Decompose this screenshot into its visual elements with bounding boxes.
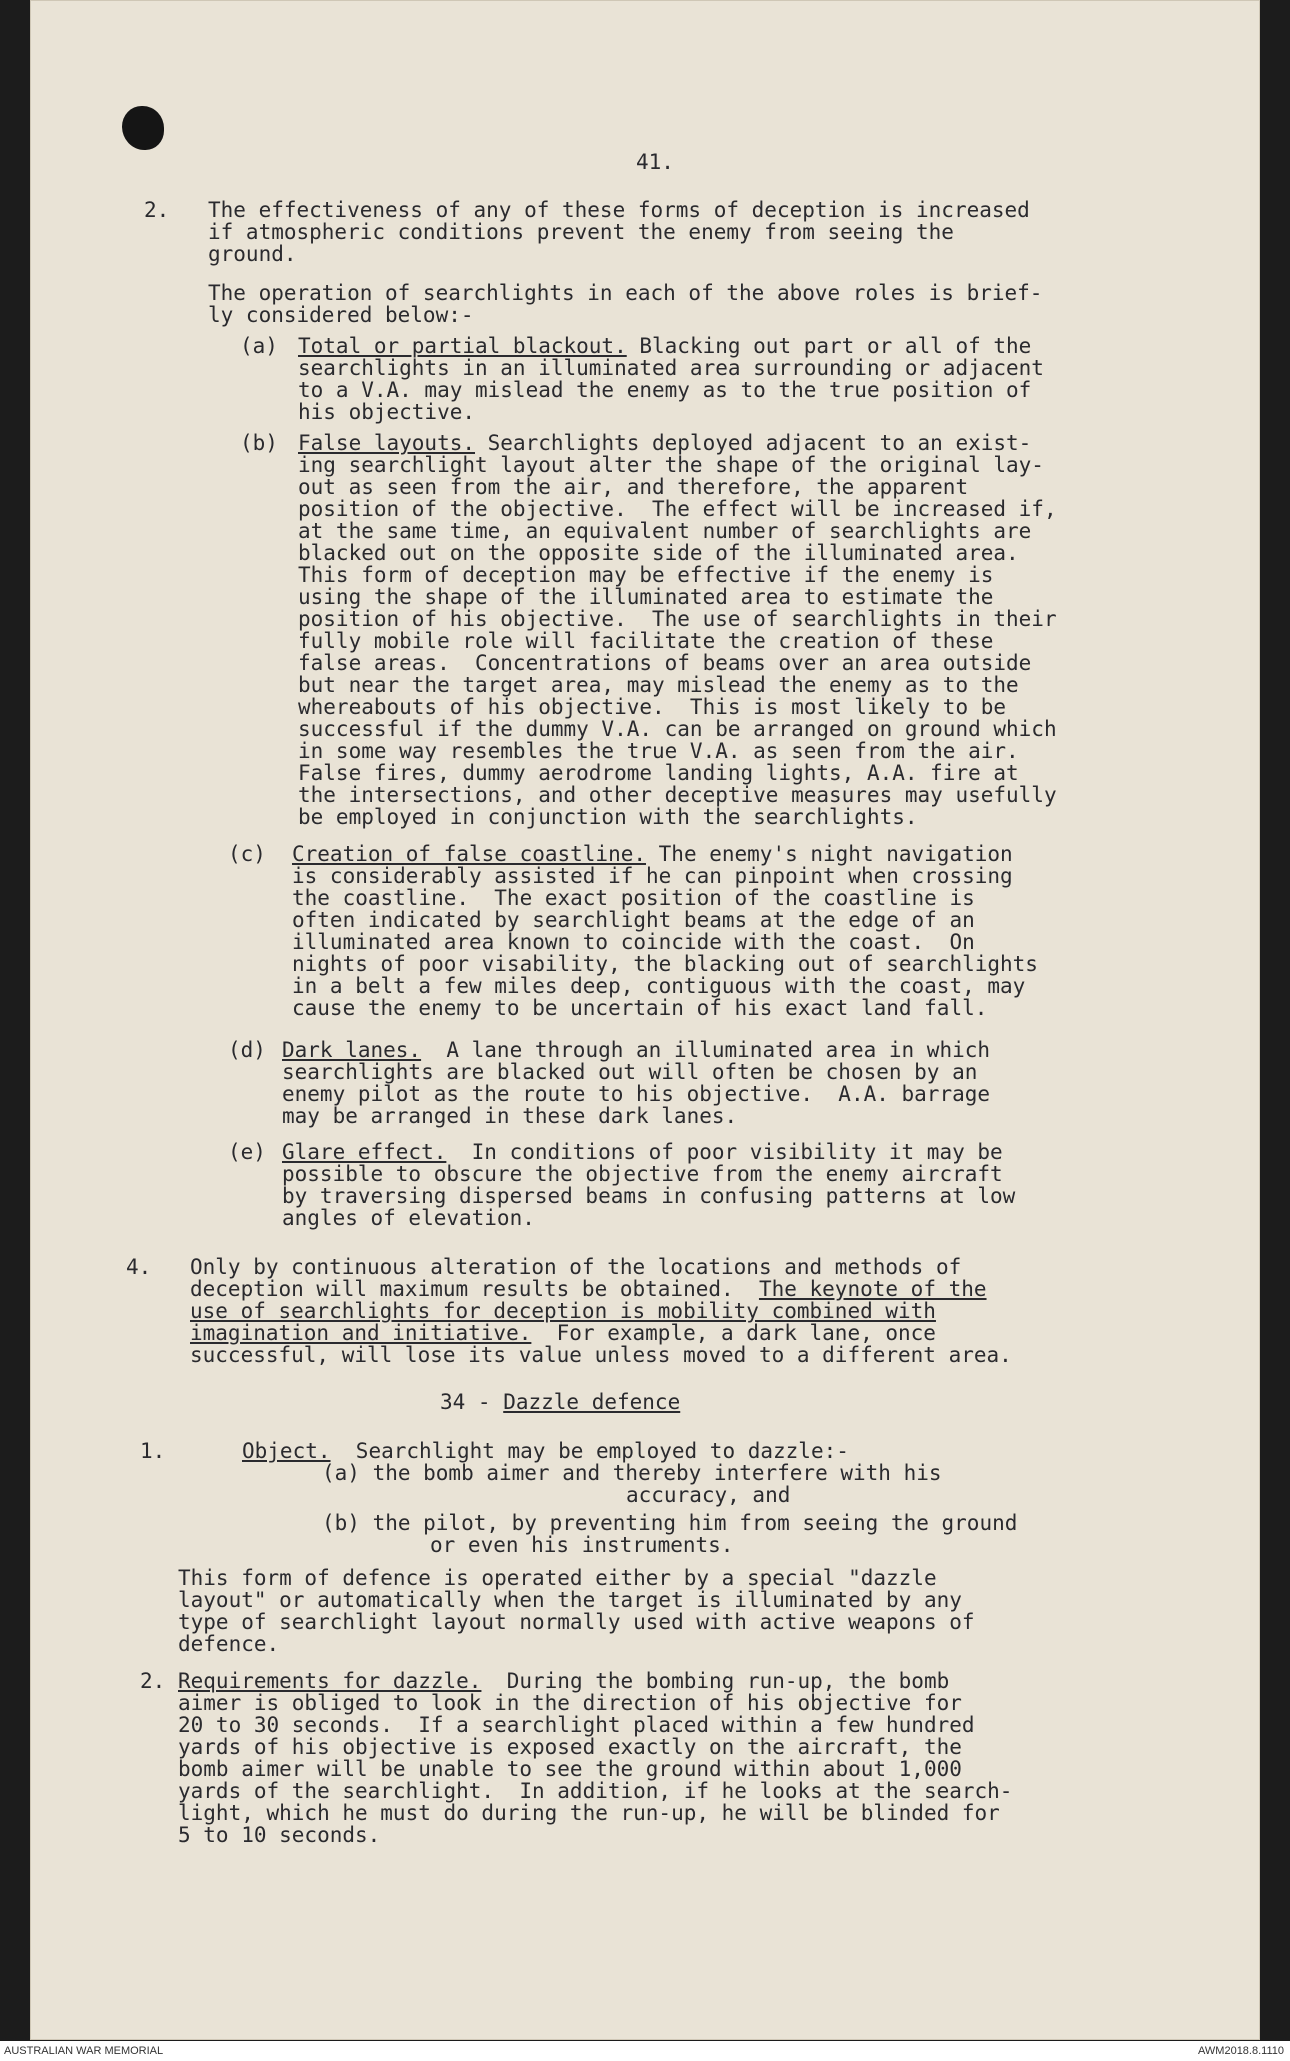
object-para-line: type of searchlight layout normally used with active weapons of: [178, 1610, 975, 1634]
item-a-label: (a): [240, 334, 278, 358]
item-c-line: in a belt a few miles deep, contiguous with the coast, may: [292, 974, 1026, 998]
item-b-line: whereabouts of his objective. This is most likely to be: [298, 695, 1007, 719]
item-c-first-line: [292, 844, 1013, 865]
page-number: 41.: [636, 150, 674, 174]
item-e-line: angles of elevation.: [282, 1206, 535, 1230]
requirements-number: 2.: [140, 1669, 166, 1693]
item-e-line: possible to obscure the objective from the enemy aircraft: [282, 1162, 1003, 1186]
intro-line: ly considered below:-: [208, 303, 474, 327]
item-e-line: by traversing dispersed beams in confusing patterns at low: [282, 1184, 1016, 1208]
item-b-first-rest: Searchlights deployed adjacent to an exist-: [475, 431, 1032, 455]
item-b-line: blacked out on the opposite side of the illuminated area.: [298, 541, 1019, 565]
item-e-label: (e): [228, 1140, 266, 1164]
item-b-line: position of the objective. The effect will be increased if,: [298, 497, 1057, 521]
item-c-label: (c): [228, 842, 266, 866]
item-d-first-rest: A lane through an illuminated area in which: [421, 1038, 991, 1062]
para-4-keynote-end: imagination and initiative.: [190, 1321, 532, 1345]
item-b-line: be employed in conjunction with the searchlights.: [298, 805, 918, 829]
item-c-line: nights of poor visability, the blacking out of searchlights: [292, 952, 1038, 976]
item-c-line: the coastline. The exact position of the coastline is: [292, 886, 975, 910]
para-2-line: if atmospheric conditions prevent the enemy from seeing the: [208, 220, 954, 244]
para-4-line-2-plain: deception will maximum results be obtained.: [190, 1277, 759, 1301]
para-4-keynote: The keynote of the: [758, 1277, 987, 1301]
section-number: 34 -: [440, 1390, 504, 1414]
object-para-line: layout" or automatically when the target is illuminated by any: [178, 1588, 962, 1612]
item-b-line: but near the target area, may mislead the enemy as to the: [298, 673, 1019, 697]
item-e-first-line: [282, 1142, 1003, 1163]
requirements-first-line: [178, 1671, 949, 1692]
para-4-line: Only by continuous alteration of the locations and methods of: [190, 1255, 962, 1279]
item-b-line: the intersections, and other deceptive measures may usefully: [298, 783, 1057, 807]
item-b-line: in some way resembles the true V.A. as seen from the air.: [298, 739, 1019, 763]
requirements-line: yards of his objective is exposed exactly on the aircraft, the: [178, 1735, 962, 1759]
para-2-line: ground.: [208, 242, 297, 266]
item-b-line: This form of deception may be effective if the enemy is: [298, 563, 994, 587]
object-number: 1.: [140, 1439, 166, 1463]
object-first-line: [242, 1441, 849, 1462]
requirements-line: yards of the searchlight. In addition, if he looks at the search-: [178, 1779, 1013, 1803]
item-d-label: (d): [228, 1038, 266, 1062]
item-a-first-rest: Blacking out part or all of the: [626, 334, 1032, 358]
item-d-heading: Dark lanes.: [282, 1038, 422, 1062]
para-4-line: [190, 1279, 987, 1300]
item-d-first-line: [282, 1040, 990, 1061]
para-4-number: 4.: [126, 1255, 152, 1279]
item-a-first-line: [298, 336, 1031, 357]
item-c-line: cause the enemy to be uncertain of his exact land fall.: [292, 996, 988, 1020]
item-a-line: his objective.: [298, 400, 476, 424]
item-e-first-rest: In conditions of poor visibility it may be: [446, 1140, 1003, 1164]
item-b-label: (b): [240, 431, 278, 455]
para-2-line: The effectiveness of any of these forms of deception is increased: [208, 198, 1030, 222]
item-d-line: enemy pilot as the route to his objective. A.A. barrage: [282, 1082, 991, 1106]
object-heading: Object.: [242, 1439, 331, 1463]
item-b-line: position of his objective. The use of searchlights in their: [298, 607, 1057, 631]
item-b-line: false areas. Concentrations of beams over an area outside: [298, 651, 1032, 675]
requirements-line: 20 to 30 seconds. If a searchlight placed within a few hundred: [178, 1713, 975, 1737]
object-para-line: defence.: [178, 1632, 280, 1656]
object-item-b-cont: or even his instruments.: [430, 1533, 734, 1557]
item-b-line: at the same time, an equivalent number of searchlights are: [298, 519, 1032, 543]
section-heading: [440, 1392, 680, 1413]
footer-institution: AUSTRALIAN WAR MEMORIAL: [4, 2045, 164, 2057]
item-b-line: ing searchlight layout alter the shape of the original lay-: [298, 453, 1044, 477]
intro-line: The operation of searchlights in each of the above roles is brief-: [208, 281, 1043, 305]
para-4-keynote-line: use of searchlights for deception is mobility combined with: [190, 1299, 936, 1323]
requirements-line: 5 to 10 seconds.: [178, 1823, 381, 1847]
requirements-line: bomb aimer will be unable to see the ground within about 1,000: [178, 1757, 962, 1781]
item-a-line: searchlights in an illuminated area surrounding or adjacent: [298, 356, 1044, 380]
object-first-rest: Searchlight may be employed to dazzle:-: [330, 1439, 849, 1463]
item-d-line: may be arranged in these dark lanes.: [282, 1104, 738, 1128]
item-e-heading: Glare effect.: [282, 1140, 447, 1164]
requirements-line: aimer is obliged to look in the direction of his objective for: [178, 1691, 962, 1715]
requirements-first-rest: During the bombing run-up, the bomb: [481, 1669, 950, 1693]
item-b-line: fully mobile role will facilitate the creation of these: [298, 629, 994, 653]
item-c-heading: Creation of false coastline.: [292, 842, 647, 866]
item-c-line: often indicated by searchlight beams at the edge of an: [292, 908, 975, 932]
item-a-heading: Total or partial blackout.: [298, 334, 627, 358]
requirements-heading: Requirements for dazzle.: [178, 1669, 482, 1693]
archive-footer: [0, 2041, 1290, 2061]
object-item-a-cont: accuracy, and: [626, 1483, 791, 1507]
section-title: Dazzle defence: [503, 1390, 681, 1414]
item-b-heading: False layouts.: [298, 431, 476, 455]
footer-accession-number: AWM2018.8.1110: [1197, 2045, 1284, 2057]
document-page: [30, 0, 1260, 2040]
item-b-line: using the shape of the illuminated area to estimate the: [298, 585, 994, 609]
item-a-line: to a V.A. may mislead the enemy as to the true position of: [298, 378, 1032, 402]
item-d-line: searchlights are blacked out will often be chosen by an: [282, 1060, 978, 1084]
item-b-line: successful if the dummy V.A. can be arranged on ground which: [298, 717, 1057, 741]
item-b-first-line: [298, 433, 1031, 454]
item-c-first-rest: The enemy's night navigation: [646, 842, 1013, 866]
item-b-line: False fires, dummy aerodrome landing lights, A.A. fire at: [298, 761, 1019, 785]
item-b-line: out as seen from the air, and therefore, the apparent: [298, 475, 969, 499]
object-para-line: This form of defence is operated either by a special "dazzle: [178, 1566, 937, 1590]
punch-hole: [122, 106, 164, 150]
para-2-number: 2.: [144, 198, 170, 222]
requirements-line: light, which he must do during the run-up, he will be blinded for: [178, 1801, 1000, 1825]
item-c-line: illuminated area known to coincide with the coast. On: [292, 930, 975, 954]
item-c-line: is considerably assisted if he can pinpoint when crossing: [292, 864, 1013, 888]
para-4-line: [190, 1323, 936, 1344]
para-4-line-4-rest: For example, a dark lane, once: [531, 1321, 936, 1345]
object-item-b: (b) the pilot, by preventing him from seeing the ground: [322, 1511, 1018, 1535]
para-4-line: successful, will lose its value unless moved to a different area.: [190, 1343, 1012, 1367]
object-item-a: (a) the bomb aimer and thereby interfere with his: [322, 1461, 942, 1485]
